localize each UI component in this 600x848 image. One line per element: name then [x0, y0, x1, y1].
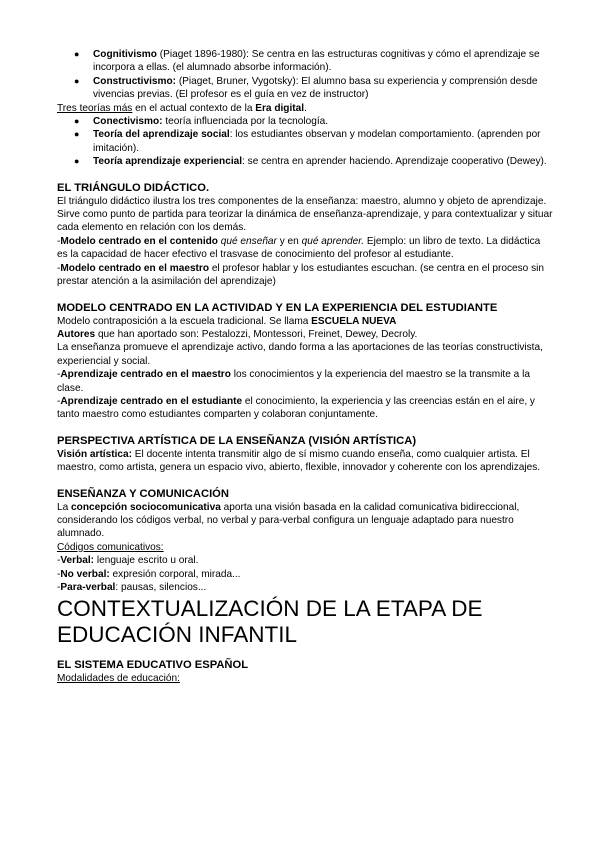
list-item: ● Teoría aprendizaje experiencial: se centra en aprender haciendo. Aprendizaje cooperativo (Dewey).: [74, 156, 547, 168]
paragraph: Autores que han aportado son: Pestalozzi, Montessori, Freinet, Dewey, Decroly.: [57, 328, 418, 340]
bullet-icon: ●: [74, 129, 80, 140]
section-title-perspectiva-artistica: PERSPECTIVA ARTÍSTICA DE LA ENSEÑANZA (VISIÓN ARTÍSTICA): [57, 434, 417, 447]
bullet-icon: ●: [74, 116, 80, 127]
paragraph: -Aprendizaje centrado en el estudiante el conocimiento, la experiencia y las creencias están en el aire, y tanto maestro como estudiantes comparten y colaboran conjuntamente.: [57, 395, 535, 421]
codigo-verbal: -Verbal: lenguaje escrito u oral.: [57, 555, 199, 567]
list-item: ● Cognitivismo (Piaget 1896-1980): Se centra en las estructuras cognitivas y cómo el aprendizaje se incorpora a ellas. (el alumnado absorbe información).: [74, 49, 540, 74]
paragraph: La concepción sociocomunicativa aporta una visión basada en la calidad comunicativa bidireccional, considerando los códigos verbal, no verbal y para-verbal configura un lenguaje adaptado para nuestro alumnado.: [57, 501, 520, 540]
paragraph: -Aprendizaje centrado en el maestro los conocimientos y la experiencia del maestro se la transmite a la clase.: [57, 369, 530, 394]
paragraph: Modelo contraposición a la escuela tradicional. Se llama ESCUELA NUEVA: [57, 315, 397, 327]
modelo-maestro: -Modelo centrado en el maestro el profesor hablar y los estudiantes escuchan. (se centra en el proceso sin prestar atención a la asimilación del aprendizaje): [57, 262, 544, 288]
section-title-ensenanza-comunicacion: ENSEÑANZA Y COMUNICACIÓN: [57, 487, 229, 500]
theories-list-2: [57, 115, 553, 169]
main-heading: CONTEXTUALIZACIÓN DE LA ETAPA DE EDUCACIÓN INFANTIL: [57, 596, 483, 648]
modelo-contenido: -Modelo centrado en el contenido qué enseñar y en qué aprender. Ejemplo: un libro de texto. La didáctica es la capacidad de hacer efectivo el trasvase de conocimiento del profesor al estudiante.: [57, 235, 541, 261]
paragraph: Sirve como punto de partida para teorizar la dinámica de enseñanza-aprendizaje, y para contextualizar y situar cada elemento en relación con los demás.: [57, 209, 553, 234]
list-item: ● Conectivismo: teoría influenciada por la tecnología.: [74, 116, 329, 128]
paragraph: El triángulo didáctico ilustra los tres componentes de la enseñanza: maestro, alumno y objeto de aprendizaje.: [57, 195, 547, 207]
section-title-modelo-actividad: MODELO CENTRADO EN LA ACTIVIDAD Y EN LA EXPERIENCIA DEL ESTUDIANTE: [57, 301, 498, 314]
bullet-icon: ●: [74, 75, 80, 86]
document-body: [57, 48, 553, 686]
paragraph: La enseñanza promueve el aprendizaje activo, dando forma a las aportaciones de las teorías constructivista, experiencial y social.: [57, 342, 543, 367]
bullet-icon: ●: [74, 156, 80, 167]
paragraph: Visión artística: El docente intenta transmitir algo de sí mismo cuando enseña, como cualquier artista. El maestro, como artista, genera un espacio vivo, abierto, flexible, innovador y coherente con los aprendizajes.: [57, 448, 541, 474]
list-item: ● Teoría del aprendizaje social: los estudiantes observan y modelan comportamiento. (aprenden por imitación).: [74, 129, 541, 154]
section-title-sistema-educativo: EL SISTEMA EDUCATIVO ESPAÑOL: [57, 659, 249, 672]
codigos-heading: Códigos comunicativos:: [57, 541, 164, 553]
codigo-no-verbal: -No verbal: expresión corporal, mirada...: [57, 568, 241, 580]
bullet-icon: ●: [74, 49, 80, 59]
codigo-para-verbal: -Para-verbal: pausas, silencios...: [57, 582, 207, 593]
list-item: ● Constructivismo: (Piaget, Bruner, Vygotsky): El alumno basa su experiencia y comprensión desde vivencias previas. (El profesor es el guía en vez de instructor): [74, 75, 538, 101]
section-title-triangulo: EL TRIÁNGULO DIDÁCTICO.: [57, 181, 210, 194]
tres-teorias-line: Tres teorías más en el actual contexto de la Era digital.: [57, 102, 307, 114]
theories-list-1: [57, 48, 553, 102]
modalidades-heading: Modalidades de educación:: [57, 673, 180, 685]
